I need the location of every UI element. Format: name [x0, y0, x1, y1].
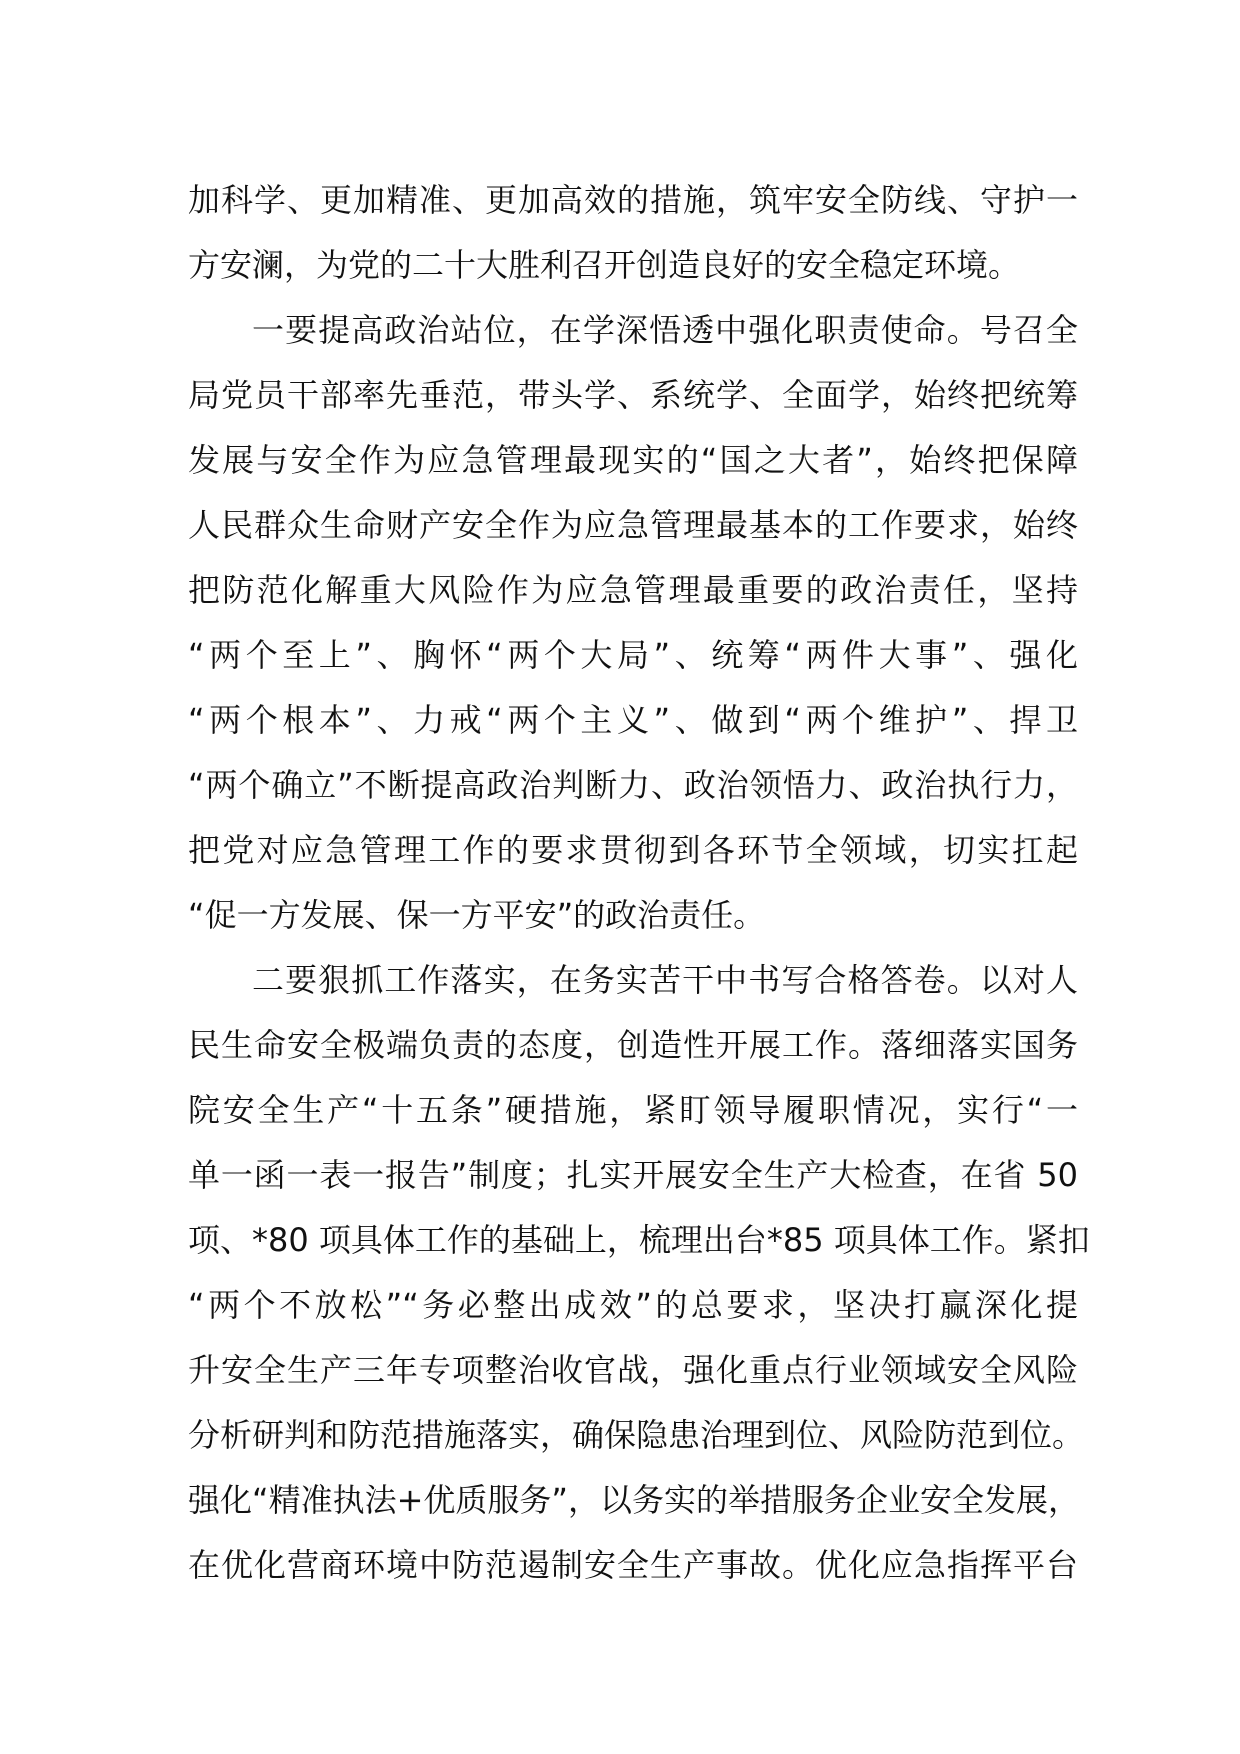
text-line: 升安全生产三年专项整治收官战，强化重点行业领域安全风险	[188, 1351, 1078, 1389]
text-line: “两个确立”不断提高政治判断力、政治领悟力、政治执行力，	[188, 766, 1078, 804]
text-line: 发展与安全作为应急管理最现实的“国之大者”，始终把保障	[188, 441, 1078, 479]
text-line: 局党员干部率先垂范，带头学、系统学、全面学，始终把统筹	[188, 376, 1078, 414]
text-line: 强化“精准执法+优质服务”，以务实的举措服务企业安全发展，	[188, 1481, 1080, 1519]
text-line: “两个根本”、力戒“两个主义”、做到“两个维护”、捍卫	[188, 701, 1078, 739]
text-line: “两个不放松”“务必整出成效”的总要求，坚决打赢深化提	[188, 1286, 1078, 1324]
text-line: “两个至上”、胸怀“两个大局”、统筹“两件大事”、强化	[188, 636, 1078, 674]
text-line: 方安澜，为党的二十大胜利召开创造良好的安全稳定环境。	[188, 246, 1021, 284]
document-body	[188, 168, 1090, 1598]
text-line: 把防范化解重大风险作为应急管理最重要的政治责任，坚持	[188, 571, 1078, 609]
paragraph-first-line: 一要提高政治站位，在学深悟透中强化职责使命。号召全	[252, 311, 1078, 349]
text-line: 民生命安全极端负责的态度，创造性开展工作。落细落实国务	[188, 1026, 1078, 1064]
text-line: 项、*80 项具体工作的基础上，梳理出台*85 项具体工作。紧扣	[188, 1221, 1090, 1259]
text-line: 人民群众生命财产安全作为应急管理最基本的工作要求，始终	[188, 506, 1078, 544]
text-line: 分析研判和防范措施落实，确保隐患治理到位、风险防范到位。	[188, 1416, 1085, 1454]
text-line: 加科学、更加精准、更加高效的措施，筑牢安全防线、守护一	[188, 181, 1078, 219]
text-line: 把党对应急管理工作的要求贯彻到各环节全领域，切实扛起	[188, 831, 1078, 869]
text-line: “促一方发展、保一方平安”的政治责任。	[188, 896, 766, 934]
text-line: 单一函一表一报告”制度；扎实开展安全生产大检查，在省 50	[188, 1156, 1078, 1194]
text-line: 院安全生产“十五条”硬措施，紧盯领导履职情况，实行“一	[188, 1091, 1078, 1129]
text-line: 在优化营商环境中防范遏制安全生产事故。优化应急指挥平台	[188, 1546, 1078, 1584]
paragraph-first-line: 二要狠抓工作落实，在务实苦干中书写合格答卷。以对人	[252, 961, 1078, 999]
